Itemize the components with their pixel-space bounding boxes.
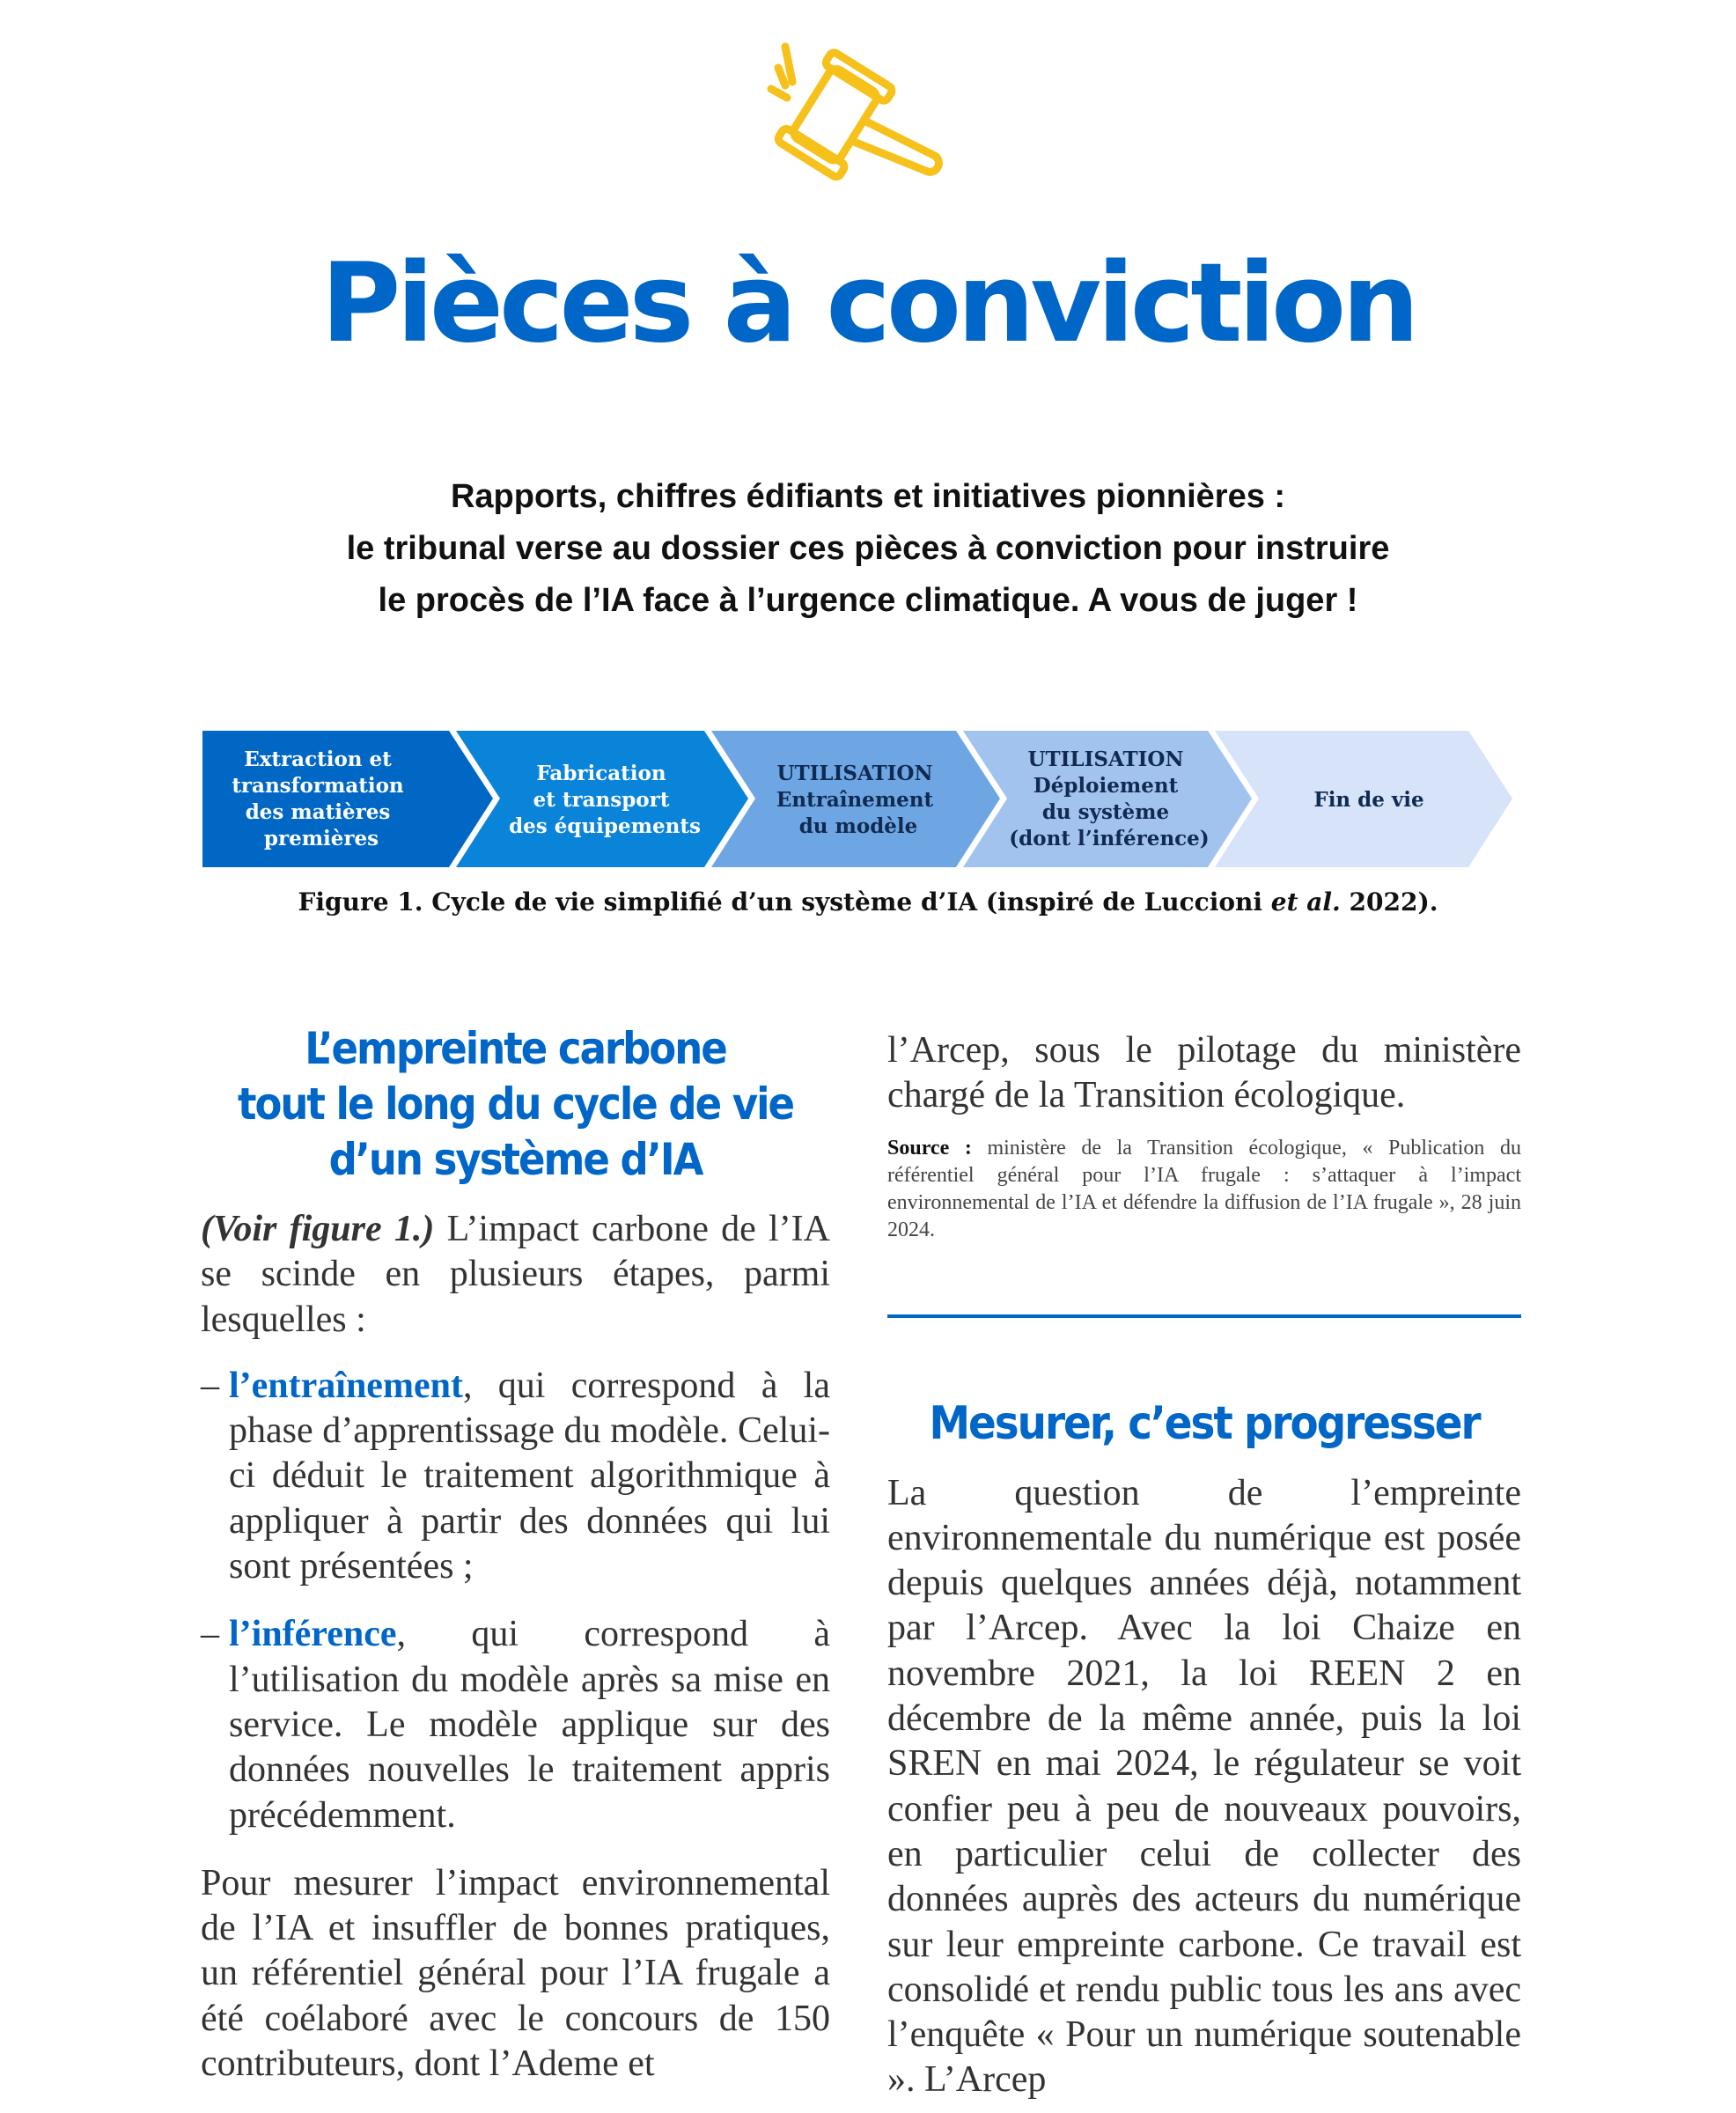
right-column [887,1028,1521,2103]
list-item [201,1364,830,1589]
list-item [201,1612,830,1837]
gavel-icon [766,40,960,189]
lifecycle-step-label: UTILISATION Entraînement du modèle [776,762,934,838]
phase-list [201,1364,830,1838]
dash-bullet: – [201,1614,219,1655]
section-heading-measure: Mesurer, c’est progresser [929,1396,1480,1450]
lifecycle-step-label: Fabrication et transport des équipements [509,762,701,838]
intro-line: le tribunal verse au dossier ces pièces à conviction pour instruire [346,530,1390,567]
section-divider [887,1314,1521,1318]
lifecycle-step-label: UTILISATION Déploiement du système (dont l’inférence) [1009,747,1210,850]
heading-line: tout le long du cycle de vie [237,1079,794,1130]
left-column [201,1021,830,2108]
caption-text: Figure 1. Cycle de vie simplifié d’un système d’IA (inspiré de Luccioni [298,887,1271,917]
intro-text [0,471,1736,627]
item-text: , qui correspond à la phase d’apprentissage du modèle. Celui-ci déduit le traitement algorithmique à appliquer à partir des données qui lui sont présentées ; [229,1365,830,1587]
source-text: ministère de la Transition écologique, « Publication du référentiel général pour l’IA frugale : s’attaquer à l’impact environnemental de l’IA et défendre la diffusion de l’IA frugale », 28 juin 2024. [887,1136,1521,1241]
section-heading-carbon [201,1021,830,1188]
lifecycle-step-label: Fin de vie [1313,788,1424,812]
source-note [887,1135,1521,1244]
intro-line: Rapports, chiffres édifiants et initiatives pionnières : [450,478,1286,515]
body-paragraph: La question de l’empreinte environnementale du numérique est posée depuis quelques années déjà, notamment par l’Arcep. Avec la loi Chaize en novembre 2021, la loi REEN 2 en décembre de la même année, puis la loi SREN en mai 2024, le régulateur se voit confier peu à peu de nouveaux pouvoirs, en particulier celui de collecter des données auprès des acteurs du numérique sur leur empreinte carbone. Ce travail est consolidé et rendu public tous les ans avec l’enquête « Pour un numérique soutenable ». L’Arcep [887,1472,1521,2101]
term-training: l’entraînement [229,1365,463,1406]
caption-italic: et al. [1270,887,1341,917]
item-text: , qui correspond à l’utilisation du modèle après sa mise en service. Le modèle applique sur des données nouvelles le traitement appris précédemment. [229,1614,830,1836]
source-label: Source : [887,1136,972,1160]
intro-paragraph [201,1207,830,1343]
dash-bullet: – [201,1365,219,1406]
paragraph-text: L’impact carbone de l’IA se scinde en plusieurs étapes, parmi lesquelles : [201,1209,830,1340]
lifecycle-step-label: Extraction et transformation des matières premières [232,747,404,850]
lifecycle-diagram [202,731,1514,867]
continuation-paragraph: l’Arcep, sous le pilotage du ministère chargé de la Transition écologique. [887,1030,1521,1116]
figure-caption [0,887,1736,917]
figure-reference: (Voir figure 1.) [201,1209,435,1249]
intro-line: le procès de l’IA face à l’urgence climatique. A vous de juger ! [378,582,1358,619]
closing-paragraph: Pour mesurer l’impact environnemental de l’IA et insuffler de bonnes pratiques, un référentiel général pour l’IA frugale a été coélaboré avec le concours de 150 contributeurs, dont l’Ademe et [201,1862,830,2085]
caption-text: 2022). [1340,887,1438,917]
heading-line: L’empreinte carbone [305,1023,726,1074]
heading-line: d’un système d’IA [328,1134,702,1185]
page-title: Pièces à conviction [320,240,1416,367]
term-inference: l’inférence [229,1614,397,1655]
